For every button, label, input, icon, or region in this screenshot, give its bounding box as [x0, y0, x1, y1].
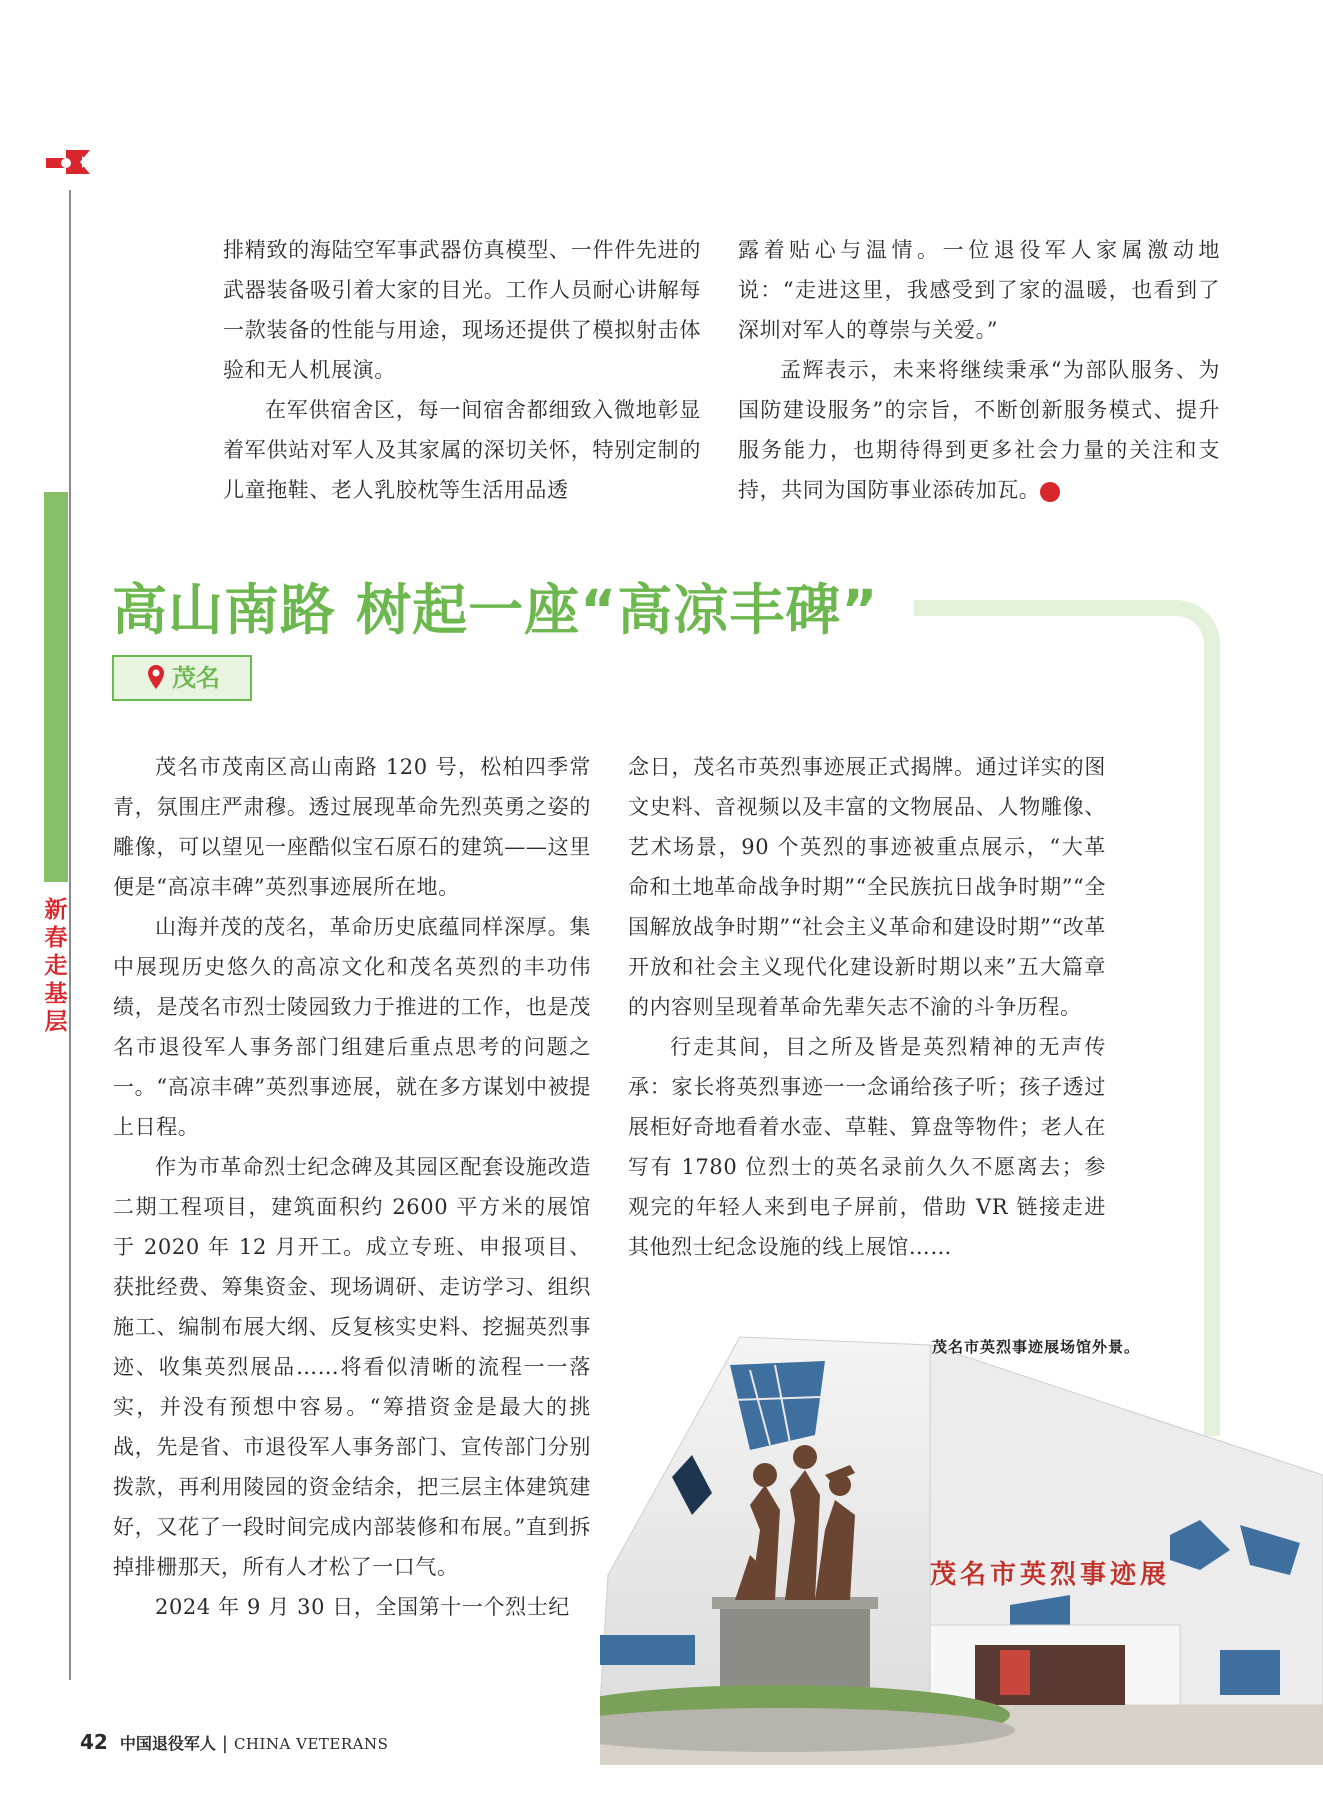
- article-left-column: [113, 747, 591, 1627]
- magazine-logo-icon: [44, 146, 92, 178]
- footer-separator: |: [221, 1733, 228, 1754]
- section-label: 新春走基层: [44, 897, 68, 1035]
- paragraph: [738, 350, 1220, 510]
- location-label: 茂名: [172, 664, 220, 692]
- paragraph: 作为市革命烈士纪念碑及其园区配套设施改造二期工程项目，建筑面积约 2600 平方米的展馆于 2020 年 12 月开工。成立专班、申报项目、获批经费、筹集资金、现场调研、走访学习、组织施工、编制布展大纲、反复核实史料、挖掘英烈事迹、收集英烈展品……将看似清晰的流程一一落实，并没有预想中容易。“筹措资金是最大的挑战，先是省、市退役军人事务部门、宣传部门分别拨款，再利用陵园的资金结余，把三层主体建筑建好，又花了一段时间完成内部装修和布展。”直到拆掉排栅那天，所有人才松了一口气。: [113, 1155, 591, 1579]
- paragraph: 露着贴心与温情。一位退役军人家属激动地说：“走进这里，我感受到了家的温暖，也看到了深圳对军人的尊崇与关爱。”: [738, 238, 1220, 342]
- paragraph: 行走其间，目之所及皆是英烈精神的无声传承：家长将英烈事迹一一念诵给孩子听；孩子透过展柜好奇地看着水壶、草鞋、算盘等物件；老人在写有 1780 位烈士的英名录前久久不愿离去；参观完的年轻人来到电子屏前，借助 VR 链接走进其他烈士纪念设施的线上展馆……: [628, 1035, 1106, 1259]
- end-mark-icon: V: [1040, 482, 1060, 502]
- paragraph: 山海并茂的茂名，革命历史底蕴同样深厚。集中展现历史悠久的高凉文化和茂名英烈的丰功伟绩，是茂名市烈士陵园致力于推进的工作，也是茂名市退役军人事务部门组建后重点思考的问题之一。“高凉丰碑”英烈事迹展，就在多方谋划中被提上日程。: [113, 915, 591, 1139]
- article-right-column: [628, 747, 1106, 1267]
- page-footer: [80, 1729, 388, 1757]
- location-pin-icon: [147, 664, 165, 690]
- magazine-name: 中国退役军人: [119, 1734, 216, 1753]
- paragraph: 念日，茂名市英烈事迹展正式揭牌。通过详实的图文史料、音视频以及丰富的文物展品、人物雕像、艺术场景，90 个英烈的事迹被重点展示，“大革命和土地革命战争时期”“全民族抗日战争时期”“全国解放战争时期”“社会主义革命和建设时期”“改革开放和社会主义现代化建设新时期以来”五大篇章的内容则呈现着革命先辈矢志不渝的斗争历程。: [628, 755, 1106, 1019]
- paragraph: 排精致的海陆空军事武器仿真模型、一件件先进的武器装备吸引着大家的目光。工作人员耐心讲解每一款装备的性能与用途，现场还提供了模拟射击体验和无人机展演。: [223, 238, 701, 382]
- magazine-english-name: CHINA VETERANS: [233, 1735, 389, 1753]
- top-right-column: [738, 230, 1220, 510]
- article-headline: 高山南路 树起一座“高凉丰碑”: [112, 578, 879, 642]
- page-number: 42: [80, 1730, 108, 1754]
- photo-caption: 茂名市英烈事迹展场馆外景。: [932, 1338, 1141, 1356]
- paragraph-text: 孟辉表示，未来将继续秉承“为部队服务、为国防建设服务”的宗旨，不断创新服务模式、提升服务能力，也期待得到更多社会力量的关注和支持，共同为国防事业添砖加瓦。: [738, 358, 1220, 502]
- top-left-column: [223, 230, 701, 510]
- paragraph: 在军供宿舍区，每一间宿舍都细致入微地彰显着军供站对军人及其家属的深切关怀，特别定制的儿童拖鞋、老人乳胶枕等生活用品透: [223, 398, 701, 502]
- paragraph: 茂名市茂南区高山南路 120 号，松柏四季常青，氛围庄严肃穆。透过展现革命先烈英勇之姿的雕像，可以望见一座酷似宝石原石的建筑——这里便是“高凉丰碑”英烈事迹展所在地。: [113, 755, 591, 899]
- side-accent-bar: [44, 492, 68, 882]
- memorial-hall-photo: [600, 1325, 1323, 1765]
- building-sign: 茂名市英烈事迹展: [930, 1560, 1171, 1590]
- paragraph: 2024 年 9 月 30 日，全国第十一个烈士纪: [155, 1595, 570, 1619]
